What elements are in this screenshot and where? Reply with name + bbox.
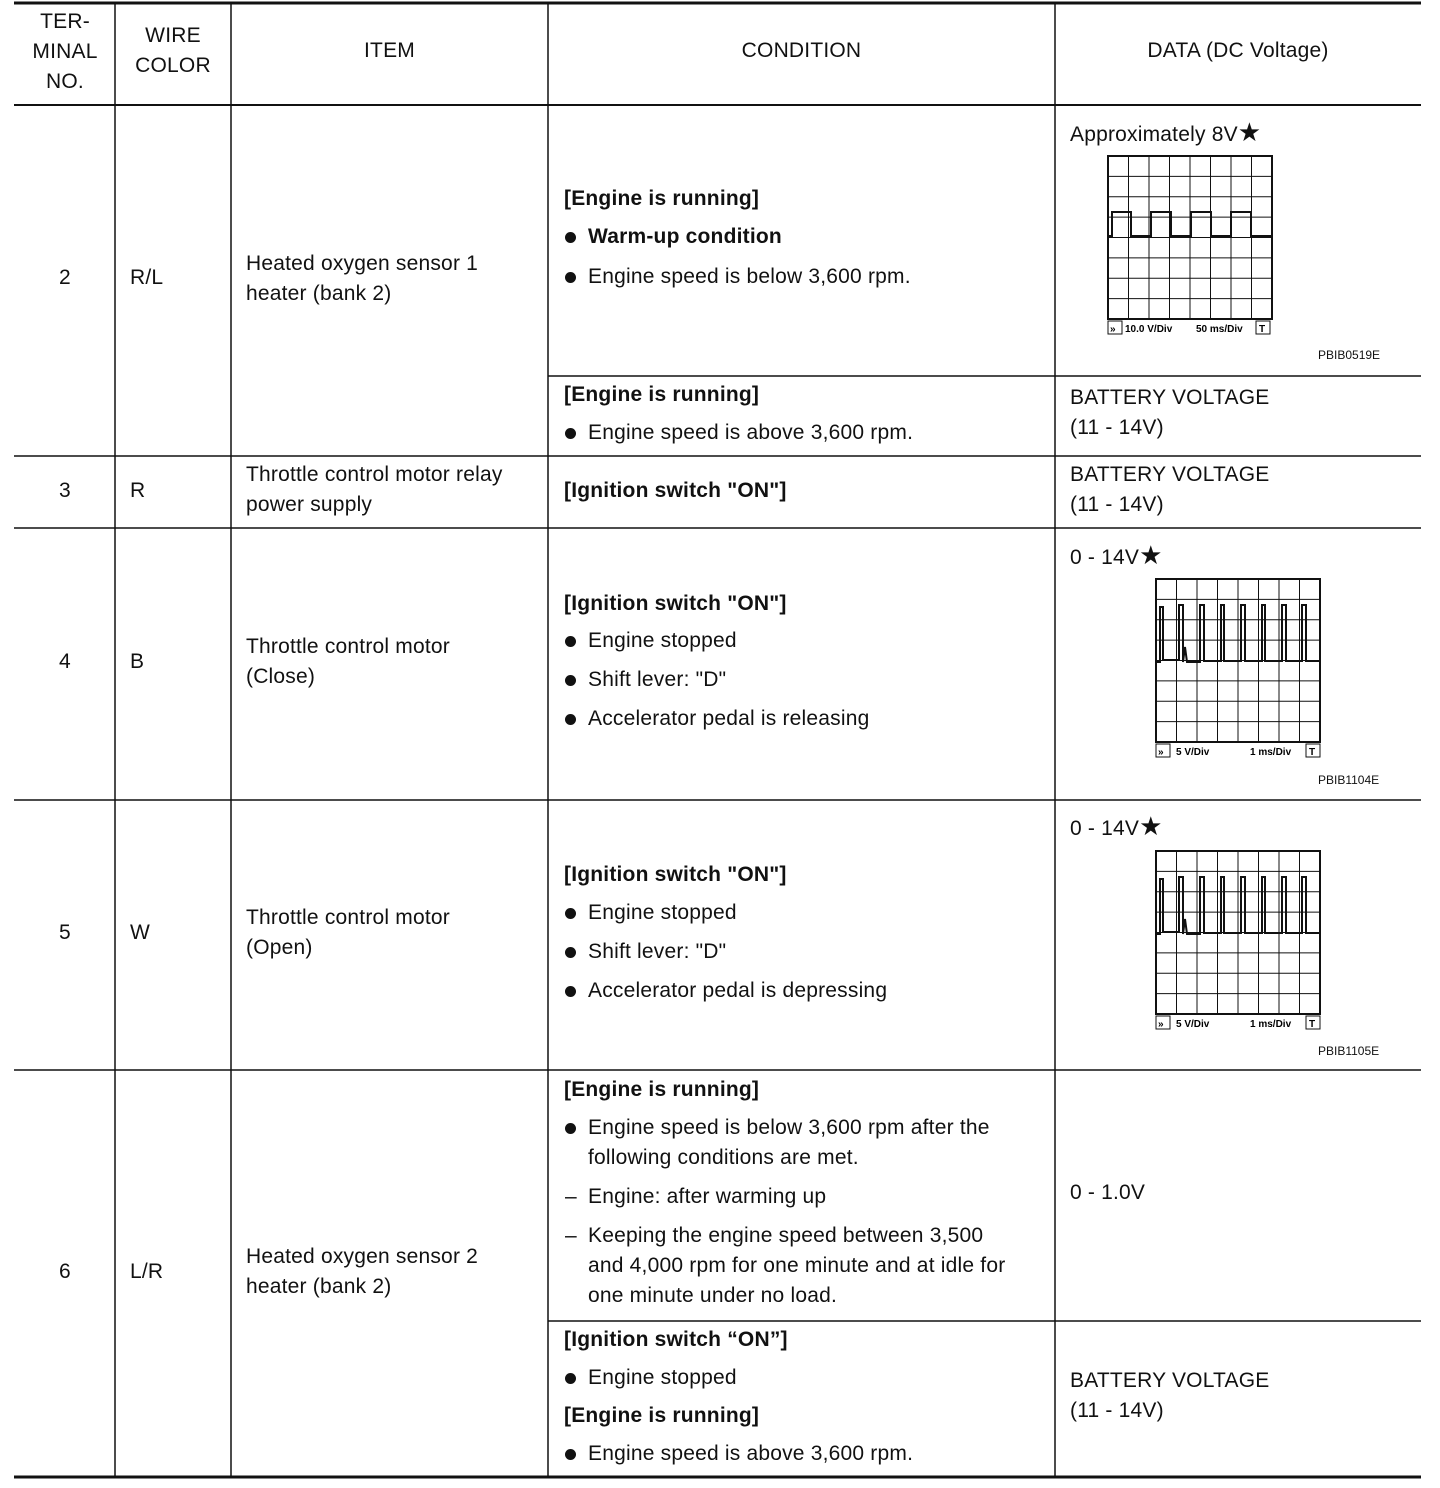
dash-marker: – [565,1185,577,1208]
bullet-icon [565,428,576,439]
data-value: 0 - 14V★ [1070,811,1163,841]
volts-per-div: 5 V/Div [1176,747,1210,758]
header-terminal-no: TER- MINAL NO. [32,10,98,93]
figure-code: PBIB1105E [1318,1044,1380,1058]
item-description: Throttle control motor (Close) [246,635,450,688]
fast-forward-icon: » [1158,747,1164,758]
condition-item: Engine speed is above 3,600 rpm. [588,1442,914,1465]
time-per-div: 1 ms/Div [1250,1019,1292,1030]
data-value: BATTERY VOLTAGE (11 - 14V) [1070,386,1270,439]
bullet-icon [565,986,576,997]
bullet-icon [565,232,576,243]
bullet-icon [565,675,576,686]
bullet-icon [565,947,576,958]
bullet-icon [565,908,576,919]
condition-title: [Engine is running] [564,1078,760,1101]
bullet-icon [565,714,576,725]
trigger-tag: T [1259,324,1266,335]
data-value: 0 - 14V★ [1070,540,1163,570]
item-description: Heated oxygen sensor 2 heater (bank 2) [246,1245,479,1298]
condition-item: Engine stopped [588,1366,737,1389]
condition-item: Warm-up condition [588,225,782,248]
wire-color: L/R [130,1260,164,1283]
terminal-number: 2 [59,266,71,289]
item-description: Throttle control motor relay power supply [246,463,503,516]
volts-per-div: 5 V/Div [1176,1019,1210,1030]
bullet-icon [565,1123,576,1134]
condition-subitem: Keeping the engine speed between 3,500 and 4,000 rpm for one minute and at idle for one minute under no load. [588,1224,1006,1307]
data-value: BATTERY VOLTAGE (11 - 14V) [1070,463,1270,516]
star-icon: ★ [1139,540,1163,570]
star-icon: ★ [1237,117,1262,147]
condition-item: Accelerator pedal is depressing [588,979,888,1002]
dash-marker: – [565,1224,577,1247]
terminal-number: 3 [59,479,71,502]
header-wire-color: WIRE COLOR [135,24,211,77]
condition-subitem: Engine: after warming up [588,1185,827,1208]
trigger-tag: T [1309,1019,1316,1030]
header-data: DATA (DC Voltage) [1147,39,1329,62]
oscilloscope-waveform [1152,577,1324,763]
data-value: Approximately 8V★ [1070,117,1262,147]
terminal-number: 4 [59,650,71,673]
condition-title: [Engine is running] [564,187,760,210]
trigger-tag: T [1309,747,1316,758]
bullet-icon [565,636,576,647]
condition-title: [Ignition switch "ON"] [564,863,787,886]
volts-per-div: 10.0 V/Div [1125,324,1173,335]
condition-item: Engine speed is below 3,600 rpm after the following conditions are met. [588,1116,990,1169]
time-per-div: 1 ms/Div [1250,747,1292,758]
condition-item: Engine stopped [588,629,737,652]
header-condition: CONDITION [741,39,862,62]
condition-item: Engine stopped [588,901,737,924]
terminal-number: 5 [59,921,71,944]
condition-title: [Engine is running] [564,1404,760,1427]
fast-forward-icon: » [1158,1019,1164,1030]
condition-title: [Ignition switch "ON"] [564,479,787,502]
terminal-number: 6 [59,1260,71,1283]
star-icon: ★ [1139,811,1163,841]
bullet-icon [565,1449,576,1460]
wire-color: W [130,921,151,944]
time-per-div: 50 ms/Div [1196,324,1243,335]
condition-item: Engine speed is above 3,600 rpm. [588,421,914,444]
wire-color: R [130,479,146,502]
wire-color: R/L [130,266,164,289]
oscilloscope-waveform [1152,849,1324,1035]
data-value: BATTERY VOLTAGE (11 - 14V) [1070,1369,1270,1422]
condition-item: Shift lever: "D" [588,940,727,963]
item-description: Throttle control motor (Open) [246,906,450,959]
condition-item: Shift lever: "D" [588,668,727,691]
wire-color: B [130,650,145,673]
bullet-icon [565,272,576,283]
item-description: Heated oxygen sensor 1 heater (bank 2) [246,252,479,305]
condition-title: [Ignition switch "ON"] [564,592,787,615]
condition-item: Engine speed is below 3,600 rpm. [588,265,911,288]
figure-code: PBIB1104E [1318,773,1380,787]
oscilloscope-waveform [1104,154,1276,340]
condition-title: [Ignition switch “ON”] [564,1328,788,1351]
condition-item: Accelerator pedal is releasing [588,707,870,730]
header-item: ITEM [364,39,415,62]
bullet-icon [565,1373,576,1384]
figure-code: PBIB0519E [1318,348,1381,362]
data-value: 0 - 1.0V [1070,1181,1146,1204]
condition-title: [Engine is running] [564,383,760,406]
fast-forward-icon: » [1110,324,1116,335]
